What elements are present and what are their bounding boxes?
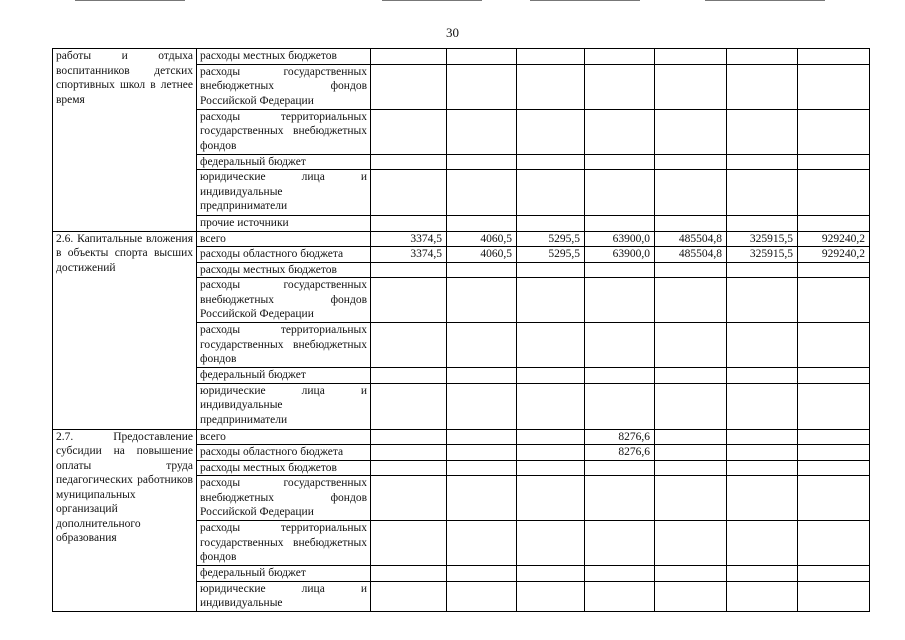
value-cell [447,521,517,566]
funding-source-cell: всего [197,231,371,247]
value-cell [798,368,870,384]
value-cell [585,476,655,521]
funding-source-cell: расходы местных бюджетов [197,262,371,278]
value-cell [655,476,727,521]
top-edge-line [530,0,640,1]
value-cell [727,278,798,323]
value-cell: 4060,5 [447,231,517,247]
funding-source-cell: юридические лица и индивидуальные предприниматели [197,170,371,216]
program-title-cell [53,49,197,232]
funding-source-cell: расходы областного бюджета [197,445,371,461]
value-cell [655,262,727,278]
value-cell [517,476,585,521]
value-cell [727,368,798,384]
value-cell [585,49,655,65]
value-cell [585,383,655,429]
value-cell [655,460,727,476]
value-cell [727,460,798,476]
page-number: 30 [446,25,459,40]
value-cell [517,154,585,170]
value-cell: 63900,0 [585,247,655,263]
value-cell [798,109,870,154]
value-cell [517,460,585,476]
value-cell [585,64,655,109]
value-cell [371,64,447,109]
value-cell [447,368,517,384]
table-row [53,49,870,65]
value-cell: 485504,8 [655,231,727,247]
value-cell [517,581,585,611]
value-cell [727,383,798,429]
value-cell [517,64,585,109]
value-cell [655,170,727,216]
value-cell [727,323,798,368]
value-cell: 929240,2 [798,231,870,247]
funding-source-cell: расходы территориальных государственных внебюджетных фондов [197,521,371,566]
value-cell [371,154,447,170]
value-cell [798,383,870,429]
value-cell [727,64,798,109]
value-cell [798,566,870,582]
value-cell [447,429,517,445]
value-cell [517,566,585,582]
value-cell [517,278,585,323]
value-cell [655,64,727,109]
value-cell [447,170,517,216]
value-cell [371,278,447,323]
value-cell: 5295,5 [517,247,585,263]
value-cell [371,521,447,566]
value-cell [371,368,447,384]
value-cell [585,521,655,566]
value-cell [798,445,870,461]
value-cell [655,154,727,170]
value-cell [517,262,585,278]
value-cell [655,323,727,368]
value-cell [585,109,655,154]
program-title-cell [53,429,197,611]
value-cell [371,49,447,65]
value-cell: 4060,5 [447,247,517,263]
value-cell [517,216,585,232]
value-cell [585,566,655,582]
funding-source-cell: прочие источники [197,216,371,232]
budget-table [52,48,870,612]
value-cell [727,49,798,65]
value-cell [798,521,870,566]
value-cell [371,109,447,154]
value-cell [727,429,798,445]
value-cell [798,216,870,232]
value-cell [798,170,870,216]
value-cell [585,278,655,323]
value-cell [517,323,585,368]
value-cell [447,383,517,429]
funding-source-cell: расходы территориальных государственных внебюджетных фондов [197,323,371,368]
value-cell: 8276,6 [585,429,655,445]
value-cell [585,154,655,170]
table-body [53,49,870,612]
value-cell [517,170,585,216]
funding-source-cell: расходы государственных внебюджетных фондов Российской Федерации [197,64,371,109]
value-cell [655,368,727,384]
value-cell: 5295,5 [517,231,585,247]
value-cell [447,566,517,582]
value-cell [727,566,798,582]
value-cell [655,216,727,232]
value-cell: 485504,8 [655,247,727,263]
value-cell [585,170,655,216]
value-cell [655,383,727,429]
value-cell [727,109,798,154]
value-cell [371,566,447,582]
value-cell [371,581,447,611]
value-cell [798,476,870,521]
value-cell [447,323,517,368]
funding-source-cell: федеральный бюджет [197,368,371,384]
value-cell [585,581,655,611]
value-cell [517,445,585,461]
value-cell [727,521,798,566]
funding-source-cell: федеральный бюджет [197,566,371,582]
value-cell [585,323,655,368]
value-cell [447,445,517,461]
table-row [53,231,870,247]
value-cell [655,278,727,323]
funding-source-cell: юридические лица и индивидуальные предприниматели [197,383,371,429]
value-cell [798,262,870,278]
top-edge-line [382,0,482,1]
value-cell [371,460,447,476]
program-title: 2.7. Предоставление субсидии на повышение оплаты труда педагогических работников муниципальных организаций дополнительного образования [56,430,193,544]
value-cell [447,262,517,278]
value-cell [517,49,585,65]
value-cell [585,368,655,384]
value-cell [371,445,447,461]
value-cell: 3374,5 [371,231,447,247]
value-cell [447,278,517,323]
value-cell [447,581,517,611]
value-cell [447,476,517,521]
value-cell [517,109,585,154]
funding-source-cell: всего [197,429,371,445]
value-cell [655,521,727,566]
value-cell [371,216,447,232]
value-cell [798,64,870,109]
value-cell: 63900,0 [585,231,655,247]
value-cell [447,49,517,65]
value-cell [447,460,517,476]
table-row [53,429,870,445]
program-title: работы и отдыха воспитанников детских спортивных школ в летнее время [56,50,193,106]
value-cell [798,581,870,611]
value-cell: 929240,2 [798,247,870,263]
funding-source-cell: расходы государственных внебюджетных фондов Российской Федерации [197,278,371,323]
value-cell [517,429,585,445]
value-cell [798,429,870,445]
value-cell [517,521,585,566]
value-cell: 8276,6 [585,445,655,461]
program-title-cell [53,231,197,429]
value-cell [371,383,447,429]
value-cell [727,476,798,521]
value-cell [655,109,727,154]
value-cell [727,445,798,461]
value-cell [371,476,447,521]
top-edge-line [75,0,185,1]
value-cell [517,368,585,384]
funding-source-cell: федеральный бюджет [197,154,371,170]
funding-source-cell: расходы государственных внебюджетных фондов Российской Федерации [197,476,371,521]
value-cell [655,49,727,65]
value-cell [585,460,655,476]
value-cell [798,49,870,65]
value-cell [371,262,447,278]
top-edge-line [705,0,825,1]
value-cell [798,460,870,476]
funding-source-cell: расходы областного бюджета [197,247,371,263]
value-cell [371,429,447,445]
value-cell [727,581,798,611]
funding-source-cell: расходы местных бюджетов [197,49,371,65]
value-cell [447,64,517,109]
value-cell [727,262,798,278]
funding-source-cell: расходы местных бюджетов [197,460,371,476]
value-cell [727,154,798,170]
value-cell [727,216,798,232]
value-cell [447,154,517,170]
value-cell: 325915,5 [727,247,798,263]
value-cell [655,581,727,611]
value-cell: 3374,5 [371,247,447,263]
value-cell [447,109,517,154]
value-cell [727,170,798,216]
value-cell [585,262,655,278]
value-cell [447,216,517,232]
value-cell [585,216,655,232]
value-cell [798,154,870,170]
value-cell [655,566,727,582]
value-cell [655,445,727,461]
program-title: 2.6. Капитальные вложения в объекты спорта высших достижений [56,232,193,274]
value-cell [371,323,447,368]
value-cell [517,383,585,429]
funding-source-cell: юридические лица и индивидуальные [197,581,371,611]
funding-source-cell: расходы территориальных государственных внебюджетных фондов [197,109,371,154]
value-cell [798,323,870,368]
value-cell [798,278,870,323]
value-cell [655,429,727,445]
value-cell [371,170,447,216]
value-cell: 325915,5 [727,231,798,247]
